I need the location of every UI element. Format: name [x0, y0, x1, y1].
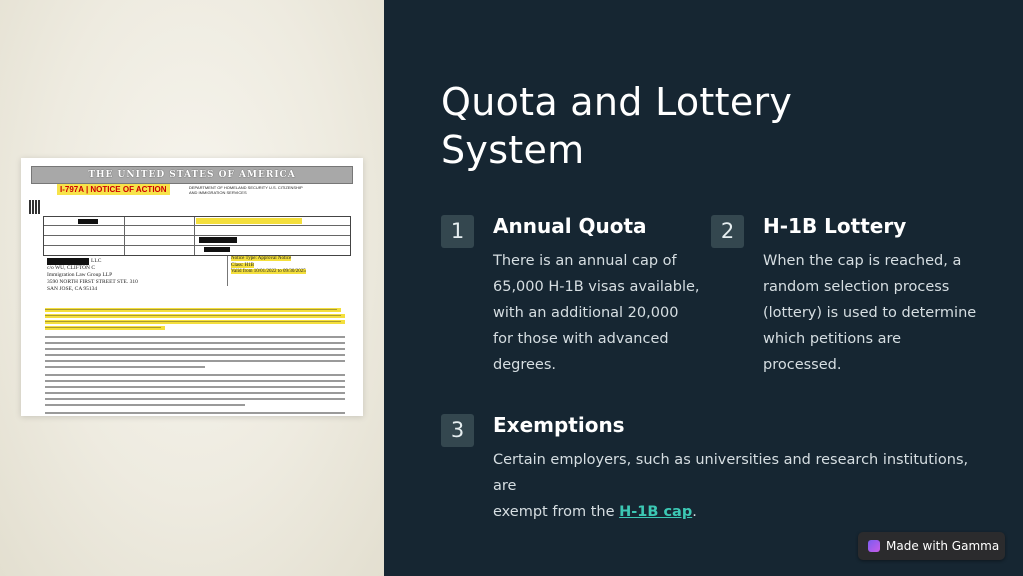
doc-agency: DEPARTMENT OF HOMELAND SECURITY U.S. CITIZENSHIP AND IMMIGRATION SERVICES [189, 185, 303, 195]
doc-address: LLC c/o WU, CLIFTON C Immigration Law Group LLP 3590 NORTH FIRST STREET STE. 310 SAN JOSE, CA 95134 [47, 258, 138, 292]
doc-form-label: I-797A | NOTICE OF ACTION [57, 184, 170, 195]
item-title-annual-quota: Annual Quota [493, 214, 647, 238]
item-body-exemptions: Certain employers, such as universities and research institutions, are exempt from the H-1B cap. [493, 452, 969, 520]
left-image-panel [0, 0, 384, 576]
slide-content [384, 0, 1023, 576]
number-badge-1: 1 [441, 215, 474, 248]
doc-info-grid [43, 216, 351, 256]
gamma-logo-icon [868, 540, 880, 552]
item-title-h1b-lottery: H-1B Lottery [763, 214, 907, 238]
item-body-annual-quota: There is an annual cap of 65,000 H-1B visas available, with an additional 20,000 for those with advanced degrees. [493, 253, 700, 373]
number-badge-2: 2 [711, 215, 744, 248]
made-with-gamma-button[interactable] [858, 532, 1005, 560]
doc-notice-type: Notice Type: Approval Notice Class: H1B Valid from 10/01/2022 to 09/30/2025 [227, 256, 349, 286]
barcode-icon [29, 200, 40, 214]
h1b-cap-link[interactable]: H-1B cap [619, 504, 693, 520]
number-badge-3: 3 [441, 414, 474, 447]
doc-banner: THE UNITED STATES OF AMERICA [31, 166, 353, 184]
i797a-notice-image [21, 158, 363, 416]
gamma-label: Made with Gamma [886, 539, 1000, 553]
item-body-h1b-lottery: When the cap is reached, a random selection process (lottery) is used to determine which petitions are processed. [763, 253, 977, 373]
item-title-exemptions: Exemptions [493, 413, 625, 437]
slide-title: Quota and Lottery System [441, 80, 793, 172]
